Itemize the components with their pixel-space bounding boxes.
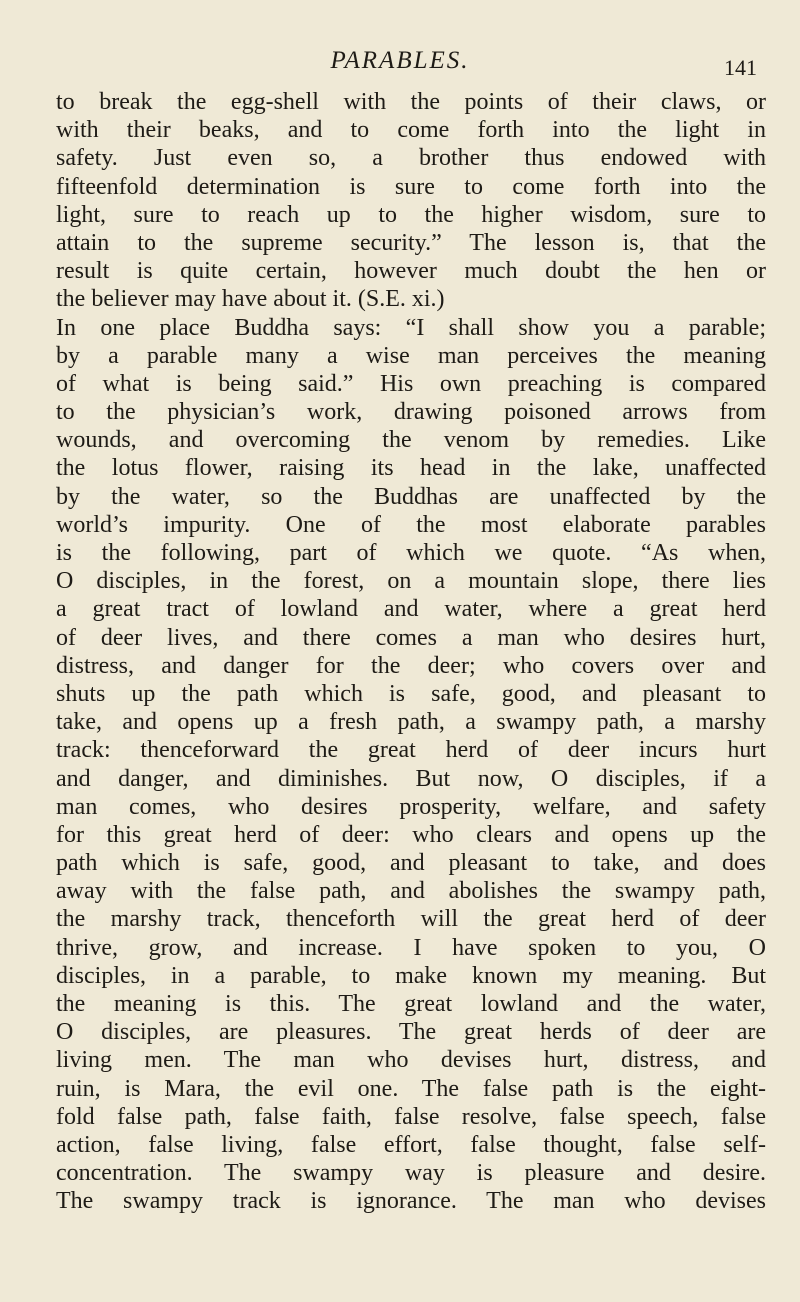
text-line: for this great herd of deer: who clears and opens up the	[56, 821, 766, 848]
text-line: ruin, is Mara, the evil one. The false path is the eight-	[56, 1075, 766, 1102]
text-line: to the physician’s work, drawing poisoned arrows from	[56, 399, 766, 426]
text-line: is the following, part of which we quote. “As when,	[56, 540, 766, 566]
running-title: PARABLES.	[330, 47, 470, 74]
text-line: and danger, and diminishes. But now, O disciples, if a	[56, 765, 766, 792]
text-line: of deer lives, and there comes a man who desires hurt,	[56, 624, 766, 651]
running-head	[0, 46, 800, 82]
text-line: result is quite certain, however much doubt the hen or	[56, 258, 766, 285]
text-line: O disciples, in the forest, on a mountain slope, there lies	[56, 568, 766, 595]
text-line: wounds, and overcoming the venom by remedies. Like	[56, 427, 766, 454]
text-line: disciples, in a parable, to make known my meaning. But	[56, 962, 766, 989]
text-line: the marshy track, thenceforth will the great herd of deer	[56, 906, 766, 933]
text-line: the meaning is this. The great lowland and the water,	[56, 991, 766, 1017]
text-line: action, false living, false effort, false thought, false self-	[56, 1131, 766, 1158]
text-line: the believer may have about it. (S.E. xi.)	[56, 286, 445, 313]
text-line: shuts up the path which is safe, good, and pleasant to	[56, 680, 766, 707]
text-line: concentration. The swampy way is pleasure and desire.	[56, 1160, 766, 1187]
text-line: of what is being said.” His own preaching is compared	[56, 370, 766, 397]
text-line: a great tract of lowland and water, where a great herd	[56, 596, 766, 623]
text-line: safety. Just even so, a brother thus endowed with	[56, 145, 766, 172]
text-line: O disciples, are pleasures. The great herds of deer are	[56, 1019, 766, 1046]
text-line: path which is safe, good, and pleasant to take, and does	[56, 850, 766, 877]
text-line: In one place Buddha says: “I shall show you a parable;	[56, 314, 766, 341]
text-line: man comes, who desires prosperity, welfare, and safety	[56, 793, 766, 820]
text-line: fold false path, false faith, false resolve, false speech, false	[56, 1103, 766, 1130]
text-line: light, sure to reach up to the higher wisdom, sure to	[56, 201, 766, 228]
text-line: fifteenfold determination is sure to come forth into the	[56, 173, 766, 200]
text-line: living men. The man who devises hurt, distress, and	[56, 1047, 766, 1074]
page-number: 141	[724, 55, 757, 80]
text-line: with their beaks, and to come forth into the light in	[56, 117, 766, 144]
text-line: attain to the supreme security.” The lesson is, that the	[56, 229, 766, 256]
text-line: track: thenceforward the great herd of deer incurs hurt	[56, 737, 766, 764]
text-line: away with the false path, and abolishes the swampy path,	[56, 878, 766, 905]
text-line: to break the egg-shell with the points of their claws, or	[56, 89, 766, 115]
text-line: thrive, grow, and increase. I have spoken to you, O	[56, 934, 766, 961]
text-line: The swampy track is ignorance. The man who devises	[56, 1188, 766, 1215]
text-line: world’s impurity. One of the most elaborate parables	[56, 511, 766, 538]
body-text	[56, 88, 766, 1216]
text-line: by a parable many a wise man perceives the meaning	[56, 342, 766, 369]
text-line: the lotus flower, raising its head in the lake, unaffected	[56, 455, 766, 482]
text-line: distress, and danger for the deer; who covers over and	[56, 652, 766, 679]
text-line: by the water, so the Buddhas are unaffected by the	[56, 483, 766, 510]
text-line: take, and opens up a fresh path, a swampy path, a marshy	[56, 709, 766, 736]
